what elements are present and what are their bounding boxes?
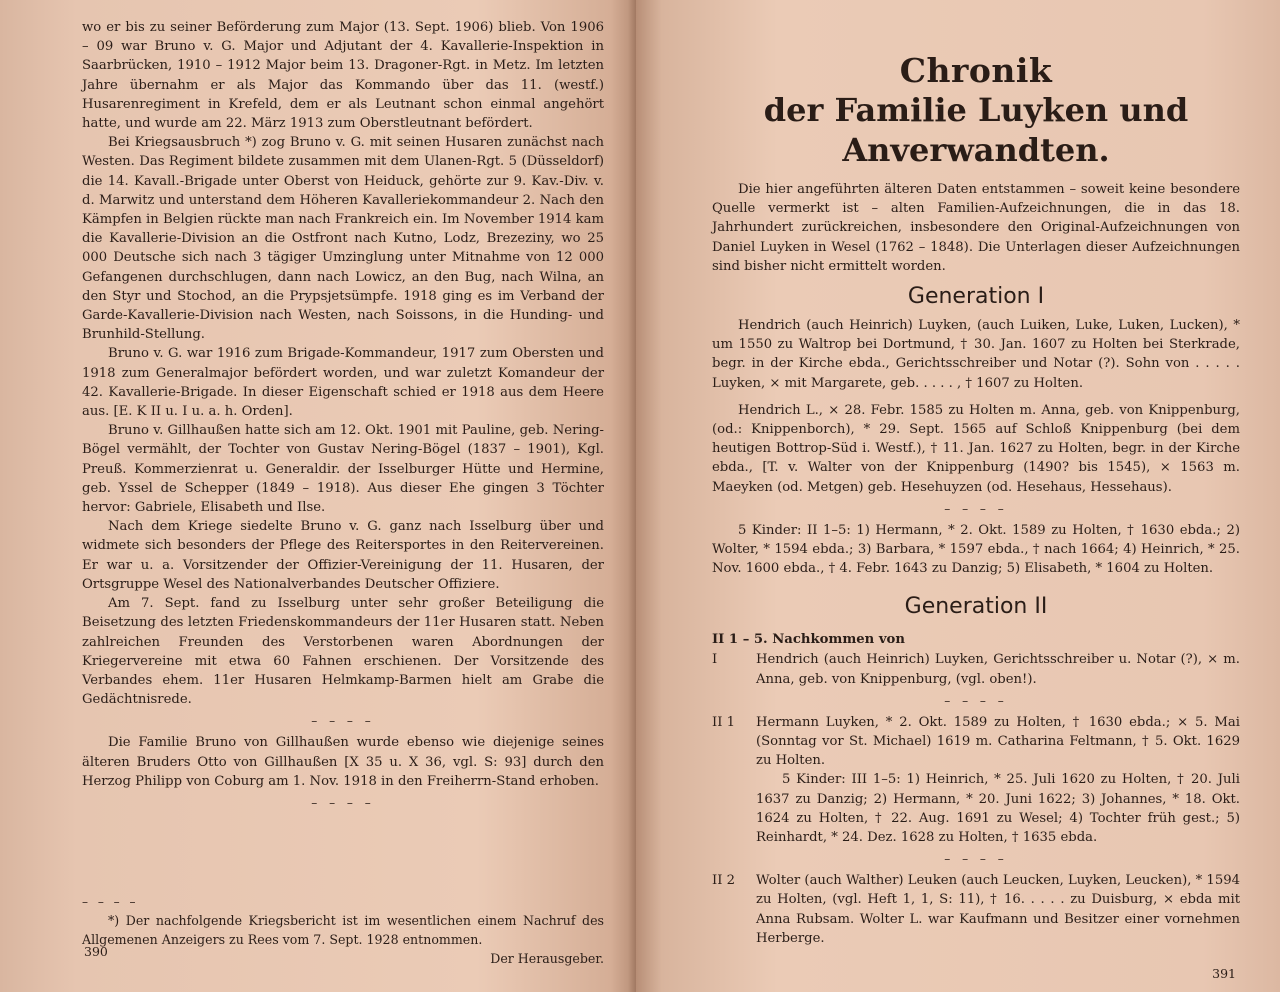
generation-2-heading: Generation II: [904, 594, 1048, 620]
gen1-children: 5 Kinder: II 1–5: 1) Hermann, * 2. Okt. 1589 zu Holten, † 1630 ebda.; 2) Wolter, * 1594 ebda.; 3) Barbara, * 1597 ebda., † nach 1664; 4) Heinrich, * 25. Nov. 1600 ebda., † 4. Febr. 1643 zu Danzig; 5) Elisabeth, * 1604 zu Holten.: [712, 522, 1240, 577]
entry-ii-2-number: II 2: [712, 873, 736, 889]
right-page: [636, 0, 1280, 992]
left-closing-paragraph: Die Familie Bruno von Gillhaußen wurde ebenso wie diejenige seines älteren Bruders Otto von Gillhaußen [X 35 u. X 36, vgl. S: 93] durch den Herzog Philipp von Coburg am 1. Nov. 1918 in den Freiherrn-Stand erhoben.: [82, 735, 604, 789]
entry-ii-1: [712, 713, 1240, 847]
left-paragraph-1: wo er bis zu seiner Beförderung zum Major (13. Sept. 1906) blieb. Von 1906 – 09 war Bruno v. G. Major und Adjutant der 4. Kavallerie-Inspektion in Saarbrücken, 1910 – 1912 Major beim 13. Dragoner-Rgt. in Metz. Im letzten Jahre übernahm er als Major das Kommando über das 11. (westf.) Husarenregiment in Krefeld, dem er als Leutnant schon einmal angehört hatte, und wurde am 22. März 1913 zum Oberstleutnant befördert.: [82, 20, 604, 132]
left-page: [0, 0, 636, 992]
page-number-left: 390: [84, 944, 108, 959]
intro-paragraph: Die hier angeführten älteren Daten entstammen – soweit keine besondere Quelle vermerkt ist – alten Familien-Aufzeichnungen, die in das 18. Jahrhundert zurückreichen, insbesondere den Original-Aufzeichnungen von Daniel Luyken in Wesel (1762 – 1848). Die Unterlagen dieser Aufzeichnungen sind bisher nicht ermittelt worden.: [712, 182, 1240, 274]
footnote-signature: Der Herausgeber.: [490, 950, 604, 966]
entry-ii-1-text: Hermann Luyken, * 2. Okt. 1589 zu Holten, † 1630 ebda.; × 5. Mai (Sonntag vor St. Michael) 1619 m. Catharina Feltmann, † 5. Okt. 1629 zu Holten.: [756, 714, 1240, 769]
left-paragraph-6: Am 7. Sept. fand zu Isselburg unter sehr großer Beteiligung die Beisetzung des letzten Friedenskommandeurs der 11er Husaren statt. Neben zahlreichen Freunden des Verstorbenen waren Abordnungen der Kriegervereine mit etwa 60 Fahnen erschienen. Der Vorsitzende des Verbandes ehem. 11er Husaren Helmkamp-Barmen hielt am Grabe die Gedächtnisrede.: [82, 596, 604, 708]
footnote-rule: – – – –: [82, 894, 139, 909]
left-separator-1: – – – –: [311, 714, 375, 729]
chronicle-title: Chronik: [899, 51, 1053, 90]
left-paragraph-3: Bruno v. G. war 1916 zum Brigade-Kommandeur, 1917 zum Obersten und 1918 zum Generalmajor befördert worden, und war zuletzt Komandeur der 42. Kavallerie-Brigade. In dieser Eigenschaft schied er 1918 aus dem Heere aus. [E. K II u. I u. a. h. Orden].: [82, 346, 604, 420]
entry-ii-1-children: 5 Kinder: III 1–5: 1) Heinrich, * 25. Juli 1620 zu Holten, † 20. Juli 1637 zu Danzig; 2) Hermann, * 20. Juni 1622; 3) Johannes, * 18. Okt. 1624 zu Holten, † 22. Aug. 1691 zu Wesel; 4) Tochter früh gest.; 5) Reinhardt, * 24. Dez. 1628 zu Holten, † 1635 ebda.: [756, 772, 1240, 846]
left-separator-2: – – – –: [311, 795, 375, 810]
entry-ii-1-number: II 1: [712, 714, 736, 730]
entry-ii-2: [712, 871, 1240, 948]
generation-1-heading: Generation I: [907, 284, 1045, 310]
chronicle-subtitle: der Familie Luyken und Anverwandten.: [763, 91, 1189, 169]
gen1-paragraph-2: Hendrich L., × 28. Febr. 1585 zu Holten m. Anna, geb. von Knippenburg, (od.: Knippenborch), * 29. Sept. 1565 auf Schloß Knippenburg (bei dem heutigen Bottrop-Süd i. Westf.), † 11. Jan. 1627 zu Holten, begr. in der Kirche ebda., [T. v. Walter von der Knippenburg (1490? bis 1545), × 1563 m. Maeyken (od. Metgen) geb. Hesehuyzen (od. Hesehaus, Hessehaus).: [712, 402, 1240, 495]
left-paragraph-4: Bruno v. Gillhaußen hatte sich am 12. Okt. 1901 mit Pauline, geb. Nering-Bögel vermählt, der Tochter von Gustav Nering-Bögel (1837 – 1901), Kgl. Preuß. Kommerzienrat u. Generaldir. der Isselburger Hütte und Hermine, geb. Yssel de Schepper (1849 – 1918). Aus dieser Ehe gingen 3 Töchter hervor: Gabriele, Elisabeth und Ilse.: [82, 423, 604, 516]
gen2-separator-2: – – – –: [944, 852, 1008, 867]
entry-i: [712, 650, 1240, 688]
footnote-signature-line: [82, 949, 604, 968]
entry-ii-2-text: Wolter (auch Walther) Leuken (auch Leucken, Luyken, Leucken), * 1594 zu Holten, (vgl. Heft 1, 1, S: 11), † 16. . . . . zu Duisburg, × ebda mit Anna Rubsam. Wolter L. war Kaufmann und Besitzer einer vornehmen Herberge.: [756, 873, 1240, 946]
gen2-subheading: II 1 – 5. Nachkommen von: [712, 632, 905, 648]
left-paragraph-2: Bei Kriegsausbruch *) zog Bruno v. G. mit seinen Husaren zunächst nach Westen. Das Regiment bildete zusammen mit dem Ulanen-Rgt. 5 (Düsseldorf) die 14. Kavall.-Brigade unter Oberst von Heiduck, gehörte zur 9. Kav.-Div. v. d. Marwitz und unterstand dem Höheren Kavalleriekommandeur 2. Nach den Kämpfen in Belgien rückte man nach Frankreich ein. Im November 1914 kam die Kavallerie-Division an die Ostfront nach Kutno, Lodz, Brezeziny, wo 25 000 Deutsche sich nach 3 tägiger Umzinglung unter Mitnahme von 12 000 Gefangenen durchschlugen, dann nach Lowicz, an den Bug, nach Wilna, an den Styr und Stochod, an die Prypsjetsümpfe. 1918 ging es im Verband der Garde-Kavallerie-Division nach Westen, nach Soissons, in die Hunding- und Brunhild-Stellung.: [82, 135, 604, 343]
gen1-separator: – – – –: [944, 501, 1008, 516]
gen1-paragraph-1: Hendrich (auch Heinrich) Luyken, (auch Luiken, Luke, Luken, Lucken), * um 1550 zu Waltrop bei Dortmund, † 30. Jan. 1607 zu Holten bei Sterkrade, begr. in der Kirche ebda., Gerichtsschreiber und Notar (?). Sohn von . . . . . Luyken, × mit Margarete, geb. . . . . , † 1607 zu Holten.: [712, 318, 1240, 391]
page-number-right: 391: [1212, 966, 1236, 981]
entry-i-text: Hendrich (auch Heinrich) Luyken, Gerichtsschreiber u. Notar (?), × m. Anna, geb. von Knippenburg, (vgl. oben!).: [756, 652, 1240, 687]
gen2-separator-1: – – – –: [944, 693, 1008, 708]
footnote-text: *) Der nachfolgende Kriegsbericht ist im wesentlichen einem Nachruf des Allgemenen Anzeigers zu Rees vom 7. Sept. 1928 entnommen.: [82, 912, 604, 947]
entry-i-number: I: [712, 652, 718, 668]
left-paragraph-5: Nach dem Kriege siedelte Bruno v. G. ganz nach Isselburg über und widmete sich besonders der Pflege des Reitersportes in den Reitervereinen. Er war u. a. Vorsitzender der Offizier-Vereinigung der 11. Husaren, der Ortsgruppe Wesel des Nationalverbandes Deutscher Offiziere.: [82, 519, 604, 592]
footnote: [82, 911, 604, 968]
